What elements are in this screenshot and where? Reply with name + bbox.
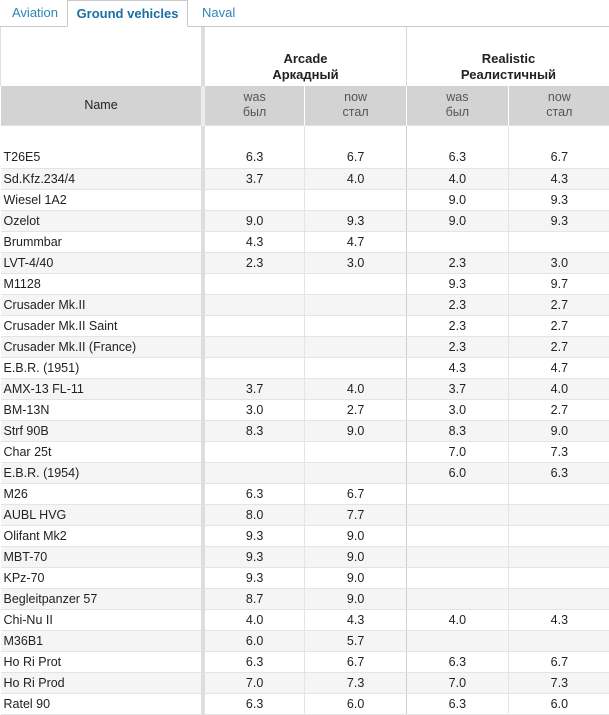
- realistic-was-cell: 7.0: [406, 441, 508, 462]
- realistic-now-cell: 2.7: [508, 399, 609, 420]
- realistic-now-cell: 9.0: [508, 420, 609, 441]
- table-row: [1, 378, 609, 399]
- arcade-now-cell: 7.7: [305, 504, 407, 525]
- arcade-now-cell: 6.7: [305, 651, 407, 672]
- now-label-en: now: [509, 90, 609, 105]
- realistic-was-cell: 2.3: [406, 252, 508, 273]
- arcade-now-cell: 9.0: [305, 588, 407, 609]
- realistic-was-cell: 3.0: [406, 399, 508, 420]
- arcade-was-cell: 8.3: [203, 420, 305, 441]
- vehicle-name-cell: LVT-4/40: [1, 252, 203, 273]
- realistic-now-cell: 7.3: [508, 672, 609, 693]
- realistic-now-cell: 6.7: [508, 147, 609, 168]
- vehicle-name-cell: Strf 90B: [1, 420, 203, 441]
- table-row: [1, 588, 609, 609]
- vehicle-name-cell: BM-13N: [1, 399, 203, 420]
- arcade-now-header: [305, 86, 407, 125]
- table-row: [1, 399, 609, 420]
- table-row: [1, 168, 609, 189]
- arcade-now-cell: 2.7: [305, 399, 407, 420]
- arcade-now-cell: 4.3: [305, 609, 407, 630]
- table-row: [1, 147, 609, 168]
- vehicle-name-cell: Crusader Mk.II (France): [1, 336, 203, 357]
- vehicle-name-cell: Sd.Kfz.234/4: [1, 168, 203, 189]
- realistic-was-cell: 9.3: [406, 273, 508, 294]
- table-row: [1, 462, 609, 483]
- arcade-now-cell: 4.7: [305, 231, 407, 252]
- vehicle-name-cell: M26: [1, 483, 203, 504]
- realistic-was-cell: [406, 231, 508, 252]
- realistic-now-cell: 4.7: [508, 357, 609, 378]
- arcade-was-cell: 9.3: [203, 567, 305, 588]
- realistic-now-cell: 9.3: [508, 189, 609, 210]
- table-row: [1, 504, 609, 525]
- realistic-now-cell: 4.3: [508, 609, 609, 630]
- vehicle-name-cell: Char 25t: [1, 441, 203, 462]
- tab-ground-vehicles[interactable]: Ground vehicles: [67, 0, 188, 27]
- arcade-now-cell: 4.0: [305, 168, 407, 189]
- vehicle-name-cell: Wiesel 1A2: [1, 189, 203, 210]
- tab-aviation[interactable]: Aviation: [4, 0, 66, 25]
- arcade-now-cell: 9.3: [305, 210, 407, 231]
- realistic-was-cell: 7.0: [406, 672, 508, 693]
- realistic-now-cell: 4.0: [508, 378, 609, 399]
- arcade-now-cell: 9.0: [305, 420, 407, 441]
- realistic-was-cell: 6.3: [406, 147, 508, 168]
- arcade-was-cell: [203, 315, 305, 336]
- table-row: [1, 420, 609, 441]
- arcade-was-cell: [203, 357, 305, 378]
- realistic-label-en: Realistic: [407, 51, 609, 67]
- realistic-was-cell: 6.0: [406, 462, 508, 483]
- vehicle-name-cell: E.B.R. (1951): [1, 357, 203, 378]
- now-label-en: now: [305, 90, 406, 105]
- arcade-was-cell: [203, 189, 305, 210]
- arcade-was-cell: [203, 273, 305, 294]
- realistic-was-cell: 9.0: [406, 210, 508, 231]
- arcade-now-cell: 4.0: [305, 378, 407, 399]
- arcade-header: [203, 27, 406, 86]
- realistic-now-cell: [508, 630, 609, 651]
- arcade-now-cell: [305, 357, 407, 378]
- was-label-ru: был: [205, 105, 304, 120]
- realistic-now-cell: 2.7: [508, 315, 609, 336]
- realistic-now-cell: [508, 546, 609, 567]
- arcade-was-cell: 9.3: [203, 546, 305, 567]
- vehicle-name-cell: Brummbar: [1, 231, 203, 252]
- realistic-now-cell: 6.0: [508, 693, 609, 714]
- vehicle-name-cell: Ratel 90: [1, 693, 203, 714]
- arcade-was-cell: 3.7: [203, 168, 305, 189]
- now-label-ru: стал: [305, 105, 406, 120]
- arcade-was-cell: 6.3: [203, 693, 305, 714]
- arcade-now-cell: 6.7: [305, 483, 407, 504]
- corner-cell: [1, 27, 203, 86]
- name-column-header: Name: [1, 86, 203, 125]
- arcade-now-cell: [305, 315, 407, 336]
- arcade-was-cell: 8.7: [203, 588, 305, 609]
- realistic-was-cell: [406, 567, 508, 588]
- table-row: [1, 567, 609, 588]
- table-row: [1, 336, 609, 357]
- arcade-now-cell: [305, 441, 407, 462]
- realistic-now-header: [508, 86, 609, 125]
- table-row: [1, 294, 609, 315]
- vehicle-name-cell: E.B.R. (1954): [1, 462, 203, 483]
- realistic-was-cell: 6.3: [406, 651, 508, 672]
- arcade-now-cell: 3.0: [305, 252, 407, 273]
- br-changes-table: [0, 27, 609, 715]
- arcade-now-cell: 6.7: [305, 147, 407, 168]
- table-row: [1, 441, 609, 462]
- realistic-was-cell: [406, 504, 508, 525]
- table-row: [1, 357, 609, 378]
- spacer-cell: [406, 125, 508, 147]
- arcade-was-cell: 9.0: [203, 210, 305, 231]
- realistic-was-cell: 4.0: [406, 609, 508, 630]
- arcade-was-cell: 2.3: [203, 252, 305, 273]
- vehicle-name-cell: M36B1: [1, 630, 203, 651]
- vehicle-name-cell: Ho Ri Prot: [1, 651, 203, 672]
- realistic-was-cell: 2.3: [406, 336, 508, 357]
- table-row: [1, 651, 609, 672]
- realistic-now-cell: 9.3: [508, 210, 609, 231]
- vehicle-name-cell: Ho Ri Prod: [1, 672, 203, 693]
- arcade-now-cell: 9.0: [305, 546, 407, 567]
- arcade-now-cell: [305, 336, 407, 357]
- vehicle-name-cell: Crusader Mk.II: [1, 294, 203, 315]
- table-row: [1, 546, 609, 567]
- tab-naval[interactable]: Naval: [194, 0, 243, 25]
- arcade-was-cell: 3.7: [203, 378, 305, 399]
- arcade-was-cell: 7.0: [203, 672, 305, 693]
- vehicle-name-cell: Ozelot: [1, 210, 203, 231]
- arcade-now-cell: 5.7: [305, 630, 407, 651]
- table-row: [1, 189, 609, 210]
- realistic-was-cell: 9.0: [406, 189, 508, 210]
- vehicle-name-cell: MBT-70: [1, 546, 203, 567]
- realistic-was-cell: [406, 483, 508, 504]
- realistic-was-cell: 2.3: [406, 294, 508, 315]
- realistic-now-cell: [508, 588, 609, 609]
- vehicle-name-cell: AMX-13 FL-11: [1, 378, 203, 399]
- table-row: [1, 483, 609, 504]
- arcade-was-cell: 8.0: [203, 504, 305, 525]
- realistic-now-cell: 4.3: [508, 168, 609, 189]
- arcade-was-cell: [203, 336, 305, 357]
- arcade-now-cell: [305, 189, 407, 210]
- table-row: [1, 210, 609, 231]
- table-row: [1, 231, 609, 252]
- realistic-now-cell: [508, 483, 609, 504]
- arcade-was-cell: 4.3: [203, 231, 305, 252]
- vehicle-name-cell: T26E5: [1, 147, 203, 168]
- realistic-was-cell: 8.3: [406, 420, 508, 441]
- realistic-now-cell: [508, 504, 609, 525]
- arcade-label-ru: Аркадный: [205, 67, 406, 83]
- vehicle-name-cell: Olifant Mk2: [1, 525, 203, 546]
- arcade-was-cell: 6.3: [203, 147, 305, 168]
- arcade-was-cell: 3.0: [203, 399, 305, 420]
- realistic-now-cell: 2.7: [508, 336, 609, 357]
- arcade-now-cell: 9.0: [305, 567, 407, 588]
- vehicle-name-cell: Begleitpanzer 57: [1, 588, 203, 609]
- realistic-header: [406, 27, 609, 86]
- realistic-now-cell: 2.7: [508, 294, 609, 315]
- spacer-cell: [1, 125, 203, 147]
- realistic-now-cell: 3.0: [508, 252, 609, 273]
- arcade-was-header: [203, 86, 305, 125]
- was-label-en: was: [205, 90, 304, 105]
- arcade-now-cell: 7.3: [305, 672, 407, 693]
- table-row: [1, 273, 609, 294]
- table-row: [1, 252, 609, 273]
- vehicle-name-cell: Crusader Mk.II Saint: [1, 315, 203, 336]
- realistic-was-cell: 6.3: [406, 693, 508, 714]
- vehicle-name-cell: KPz-70: [1, 567, 203, 588]
- realistic-was-cell: [406, 546, 508, 567]
- realistic-now-cell: 6.3: [508, 462, 609, 483]
- vehicle-name-cell: Chi-Nu II: [1, 609, 203, 630]
- now-label-ru: стал: [509, 105, 609, 120]
- arcade-now-cell: [305, 294, 407, 315]
- table-row: [1, 315, 609, 336]
- realistic-was-cell: [406, 525, 508, 546]
- realistic-was-cell: [406, 630, 508, 651]
- spacer-cell: [508, 125, 609, 147]
- vehicle-name-cell: M1128: [1, 273, 203, 294]
- arcade-was-cell: 4.0: [203, 609, 305, 630]
- arcade-was-cell: 6.3: [203, 651, 305, 672]
- arcade-now-cell: [305, 273, 407, 294]
- table-row: [1, 525, 609, 546]
- spacer-cell: [305, 125, 407, 147]
- arcade-label-en: Arcade: [205, 51, 406, 67]
- realistic-now-cell: 9.7: [508, 273, 609, 294]
- realistic-now-cell: 6.7: [508, 651, 609, 672]
- realistic-was-cell: 4.3: [406, 357, 508, 378]
- vehicle-name-cell: AUBL HVG: [1, 504, 203, 525]
- arcade-was-cell: [203, 441, 305, 462]
- table-row: [1, 630, 609, 651]
- realistic-now-cell: [508, 525, 609, 546]
- realistic-was-cell: [406, 588, 508, 609]
- realistic-now-cell: [508, 231, 609, 252]
- table-row: [1, 672, 609, 693]
- spacer-cell: [203, 125, 305, 147]
- realistic-was-cell: 2.3: [406, 315, 508, 336]
- arcade-now-cell: [305, 462, 407, 483]
- realistic-was-cell: 3.7: [406, 378, 508, 399]
- realistic-now-cell: 7.3: [508, 441, 609, 462]
- was-label-ru: был: [407, 105, 508, 120]
- realistic-label-ru: Реалистичный: [407, 67, 609, 83]
- realistic-was-cell: 4.0: [406, 168, 508, 189]
- arcade-now-cell: 9.0: [305, 525, 407, 546]
- tab-bar: [0, 0, 609, 27]
- arcade-now-cell: 6.0: [305, 693, 407, 714]
- realistic-now-cell: [508, 567, 609, 588]
- was-label-en: was: [407, 90, 508, 105]
- arcade-was-cell: [203, 462, 305, 483]
- arcade-was-cell: [203, 294, 305, 315]
- realistic-was-header: [406, 86, 508, 125]
- arcade-was-cell: 6.3: [203, 483, 305, 504]
- arcade-was-cell: 9.3: [203, 525, 305, 546]
- arcade-was-cell: 6.0: [203, 630, 305, 651]
- table-row: [1, 609, 609, 630]
